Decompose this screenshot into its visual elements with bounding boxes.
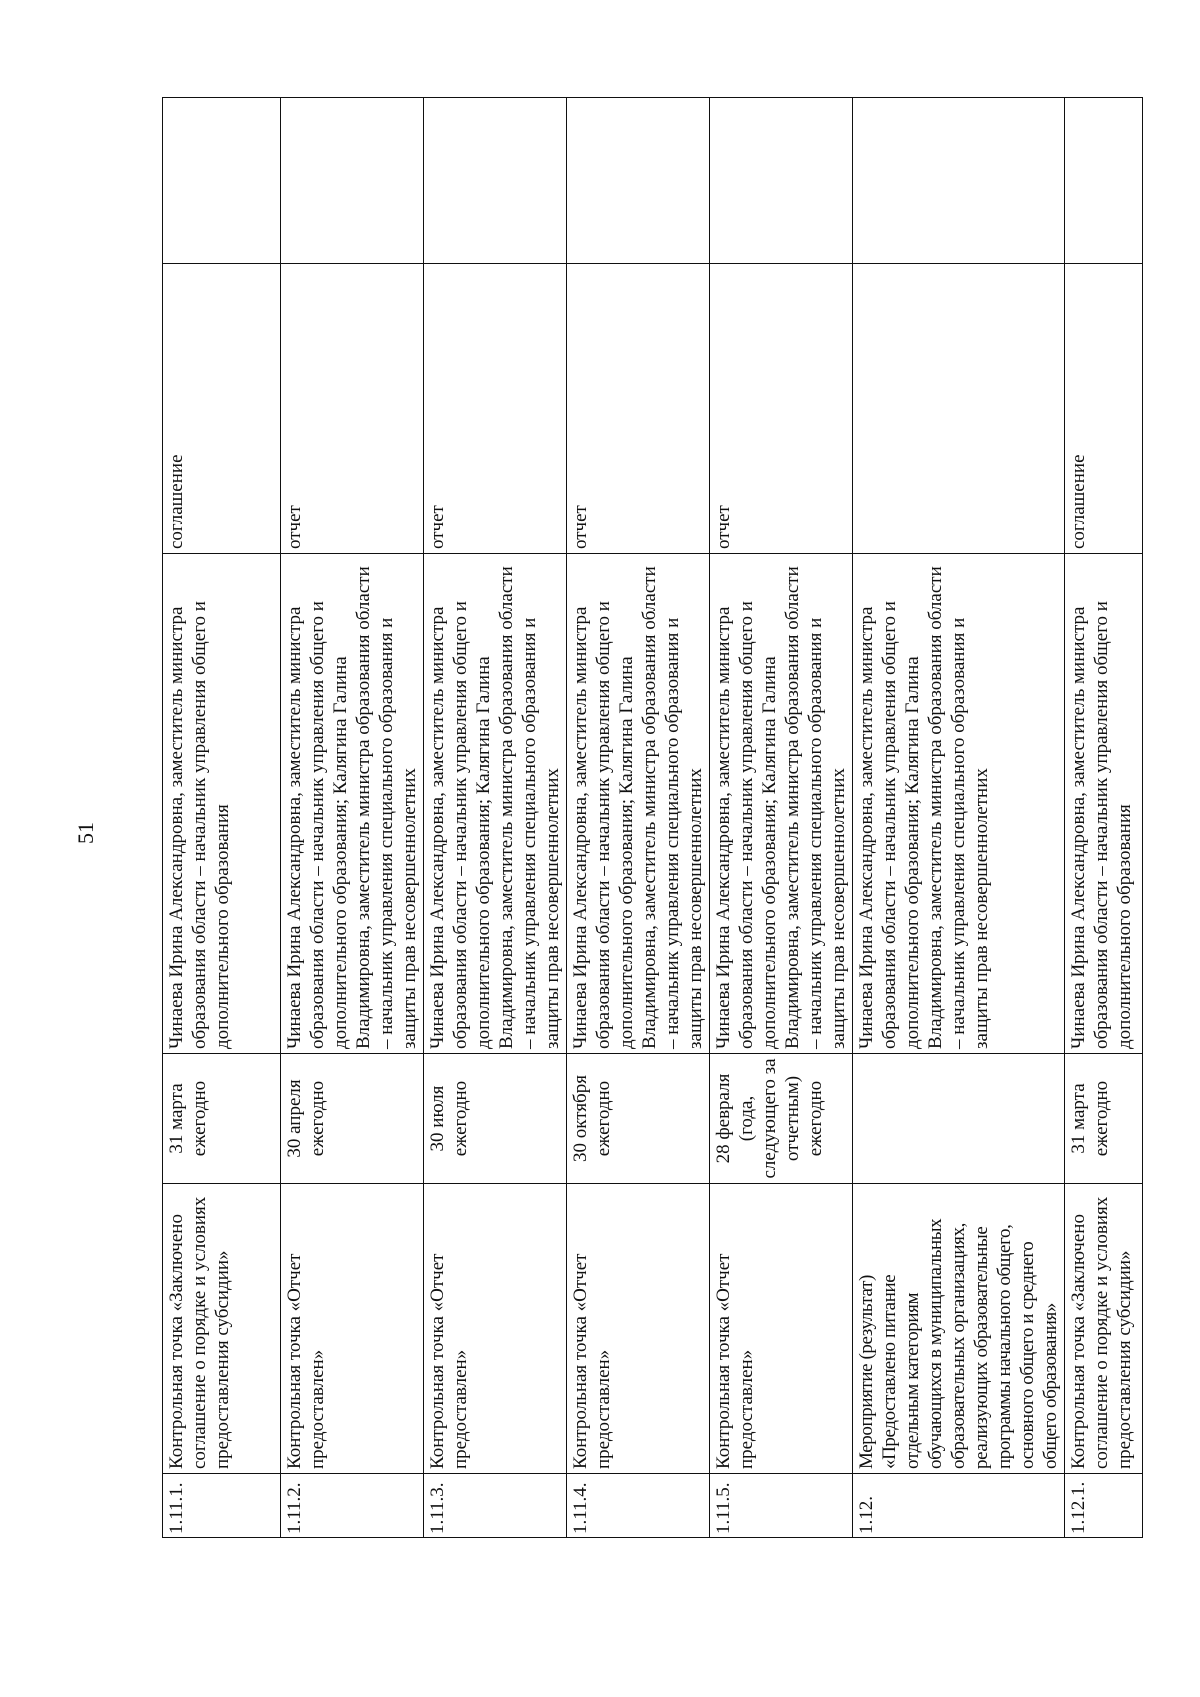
row-number: 1.11.2. xyxy=(281,1474,424,1538)
row-extra xyxy=(281,98,424,264)
row-extra xyxy=(1065,98,1143,264)
row-responsible: Чинаева Ирина Александровна, заместитель министра образования области – начальник управления общего и дополнительного образования; Калягина Галина Владимировна, заместитель министра образования области – начальник управления специального образования и защиты прав несовершеннолетних xyxy=(567,554,710,1054)
row-extra xyxy=(424,98,567,264)
row-date: 30 октября ежегодно xyxy=(567,1054,710,1184)
row-date: 30 апреля ежегодно xyxy=(281,1054,424,1184)
table-row xyxy=(281,98,424,1538)
table-row xyxy=(424,98,567,1538)
row-date: 31 марта ежегодно xyxy=(163,1054,281,1184)
page-number: 51 xyxy=(73,822,98,844)
row-document: отчет xyxy=(281,264,424,554)
row-number: 1.12. xyxy=(853,1474,1065,1538)
row-document: соглашение xyxy=(1065,264,1143,554)
row-extra xyxy=(163,98,281,264)
row-extra xyxy=(710,98,853,264)
row-date xyxy=(853,1054,1065,1184)
row-number: 1.11.4. xyxy=(567,1474,710,1538)
row-responsible: Чинаева Ирина Александровна, заместитель министра образования области – начальник управления общего и дополнительного образования xyxy=(1065,554,1143,1054)
row-document: отчет xyxy=(567,264,710,554)
row-name: Мероприятие (результат) «Предоставлено питание отдельным категориям обучающихся в муниципальных образовательных организациях, реализующих образовательные программы начального общего, основного общего и среднего общего образования» xyxy=(853,1184,1065,1474)
row-extra xyxy=(567,98,710,264)
row-name: Контрольная точка «Отчет предоставлен» xyxy=(281,1184,424,1474)
row-responsible: Чинаева Ирина Александровна, заместитель министра образования области – начальник управления общего и дополнительного образования; Калягина Галина Владимировна, заместитель министра образования области – начальник управления специального образования и защиты прав несовершеннолетних xyxy=(710,554,853,1054)
row-date: 28 февраля (года, следующего за отчетным) ежегодно xyxy=(710,1054,853,1184)
row-number: 1.12.1. xyxy=(1065,1474,1143,1538)
table-row xyxy=(710,98,853,1538)
row-name: Контрольная точка «Заключено соглашение о порядке и условиях предоставления субсидии» xyxy=(1065,1184,1143,1474)
row-responsible: Чинаева Ирина Александровна, заместитель министра образования области – начальник управления общего и дополнительного образования; Калягина Галина Владимировна, заместитель министра образования области – начальник управления специального образования и защиты прав несовершеннолетних xyxy=(424,554,567,1054)
row-document: отчет xyxy=(710,264,853,554)
table-container xyxy=(162,98,1135,1538)
row-date: 31 марта ежегодно xyxy=(1065,1054,1143,1184)
row-document: отчет xyxy=(424,264,567,554)
row-number: 1.11.1. xyxy=(163,1474,281,1538)
control-points-table xyxy=(162,97,1143,1538)
table-row xyxy=(567,98,710,1538)
row-document xyxy=(853,264,1065,554)
table-row xyxy=(163,98,281,1538)
row-name: Контрольная точка «Заключено соглашение о порядке и условиях предоставления субсидии» xyxy=(163,1184,281,1474)
row-name: Контрольная точка «Отчет предоставлен» xyxy=(567,1184,710,1474)
row-number: 1.11.5. xyxy=(710,1474,853,1538)
row-responsible: Чинаева Ирина Александровна, заместитель министра образования области – начальник управления общего и дополнительного образования; Калягина Галина Владимировна, заместитель министра образования области – начальник управления специального образования и защиты прав несовершеннолетних xyxy=(281,554,424,1054)
row-name: Контрольная точка «Отчет предоставлен» xyxy=(424,1184,567,1474)
row-extra xyxy=(853,98,1065,264)
row-name: Контрольная точка «Отчет предоставлен» xyxy=(710,1184,853,1474)
row-date: 30 июля ежегодно xyxy=(424,1054,567,1184)
row-document: соглашение xyxy=(163,264,281,554)
row-number: 1.11.3. xyxy=(424,1474,567,1538)
row-responsible: Чинаева Ирина Александровна, заместитель министра образования области – начальник управления общего и дополнительного образования xyxy=(163,554,281,1054)
row-responsible: Чинаева Ирина Александровна, заместитель министра образования области – начальник управления общего и дополнительного образования; Калягина Галина Владимировна, заместитель министра образования области – начальник управления специального образования и защиты прав несовершеннолетних xyxy=(853,554,1065,1054)
table-row xyxy=(1065,98,1143,1538)
table-row xyxy=(853,98,1065,1538)
